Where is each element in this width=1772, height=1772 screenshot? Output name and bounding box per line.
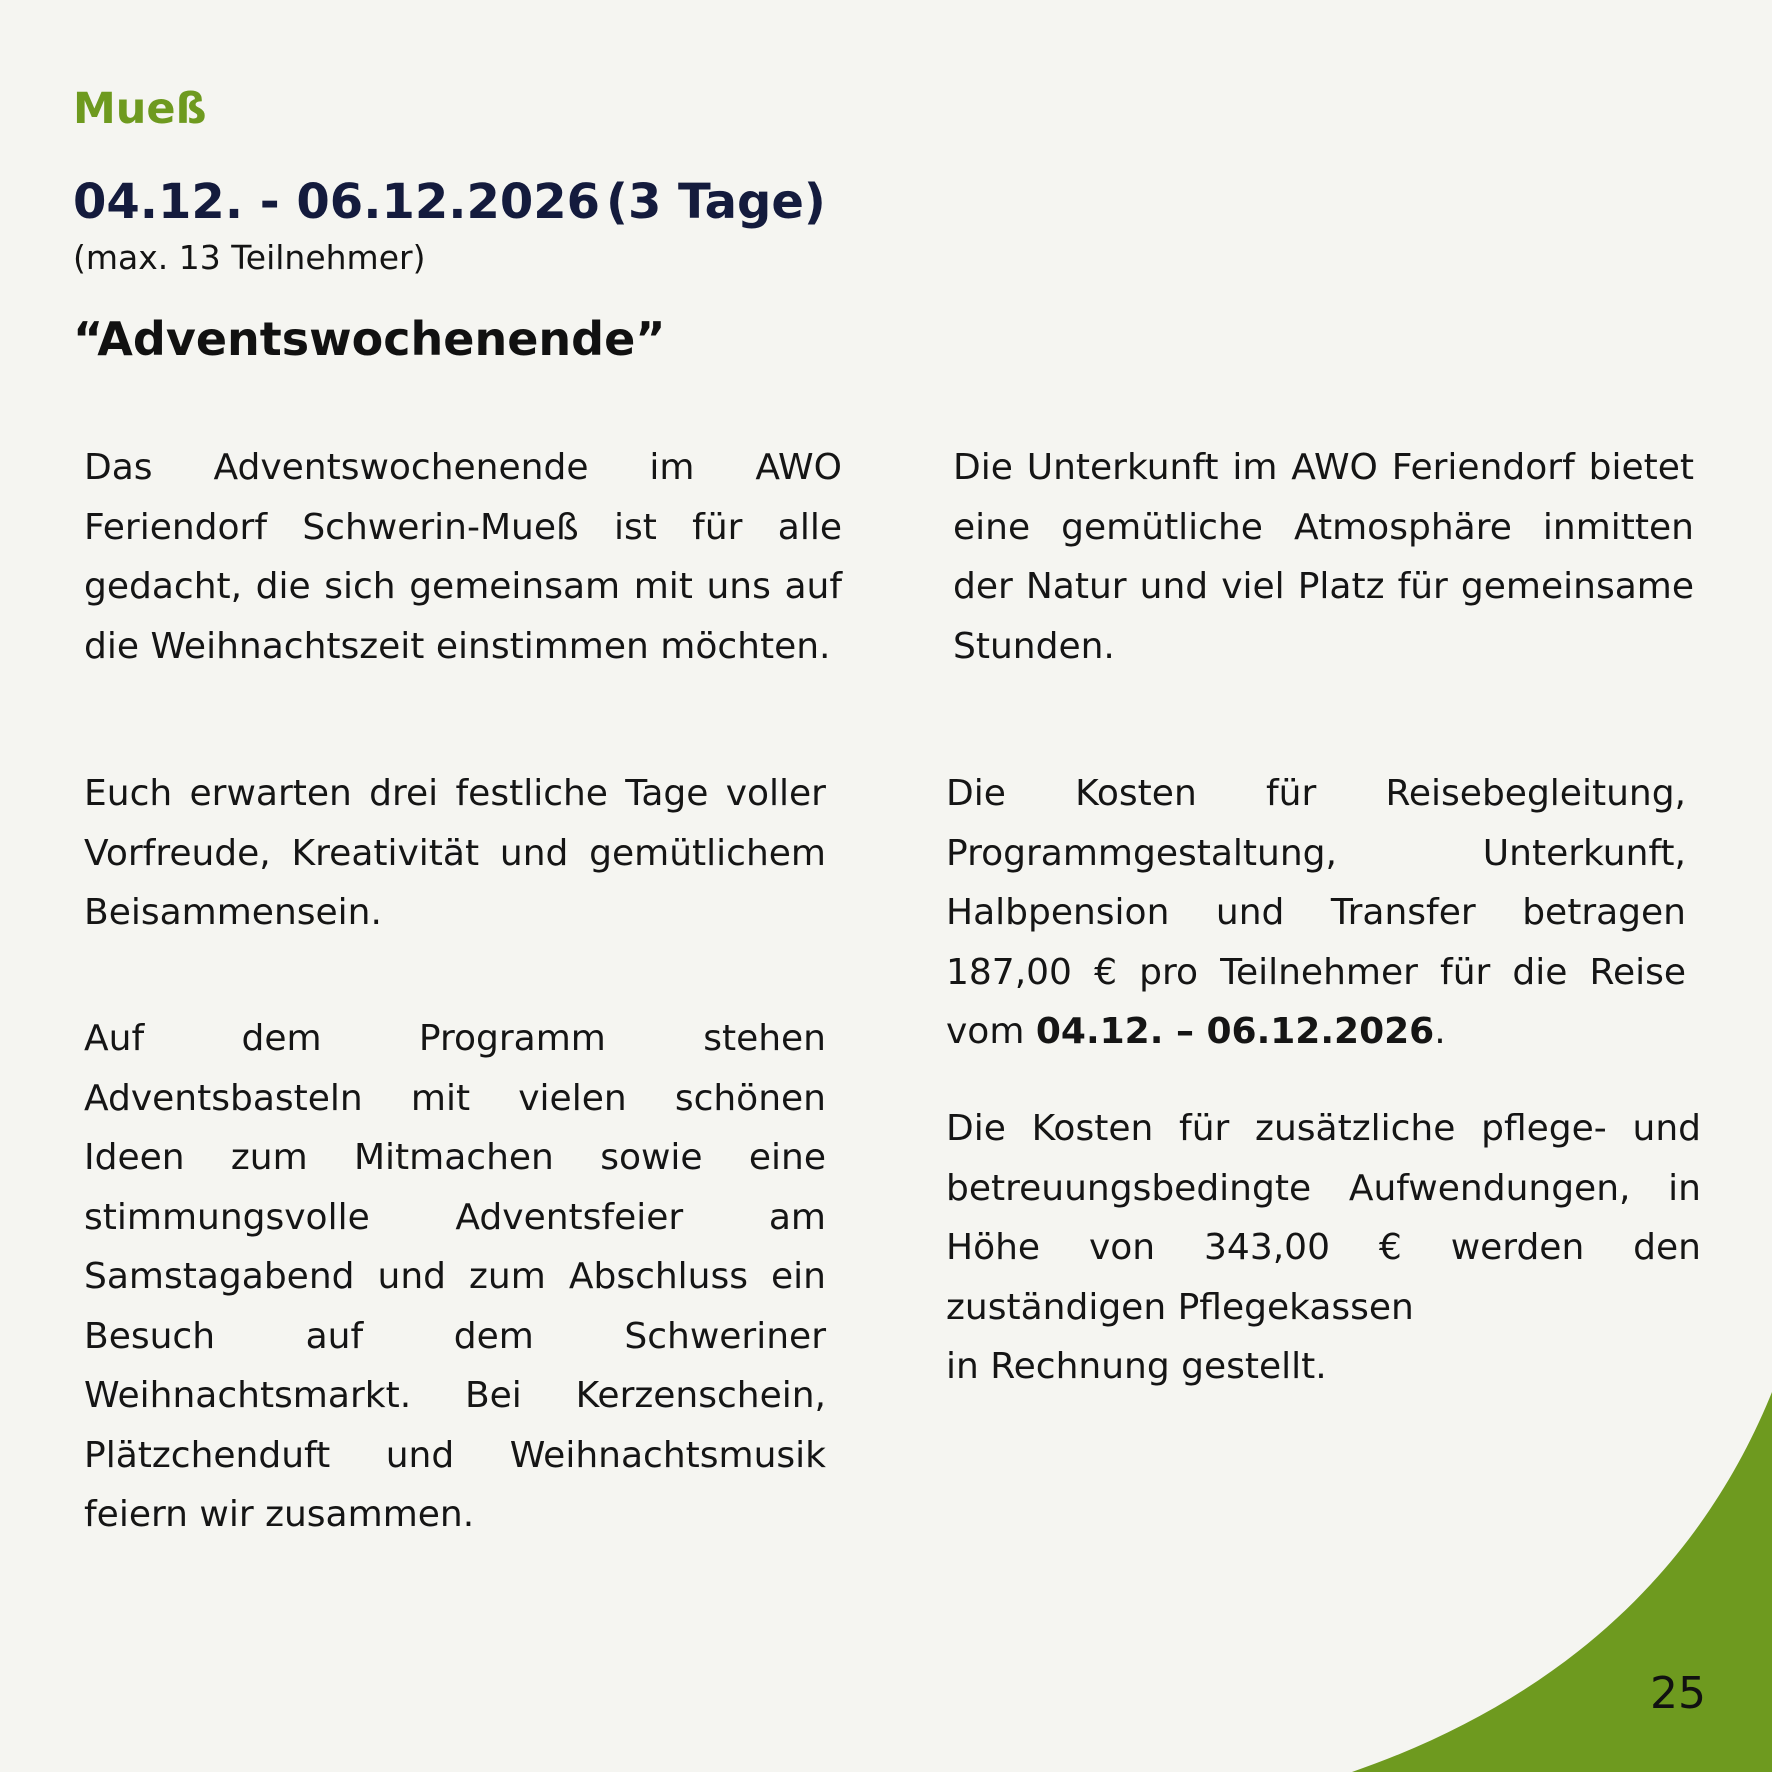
page-number: 25 — [1650, 1668, 1706, 1719]
duration: (3 Tage) — [606, 174, 826, 230]
cost-dates: 04.12. – 06.12.2026 — [1035, 1011, 1435, 1052]
care-cost-text: Die Kosten für zusätzliche pflege- und betreuungsbedingte Aufwendungen, in Höhe von 343,00 € werden den zuständigen Pflegekassen — [946, 1108, 1701, 1328]
cost-text: Die Kosten für Reisebegleitung, Programmgestaltung, Unterkunft, Halbpension und Transfer betragen 187,00 € pro Teilnehmer für die Reise vom — [946, 773, 1686, 1052]
intro-paragraph: Das Adventswochenende im AWO Feriendorf Schwerin-Mueß ist für alle gedacht, die sich gemeinsam mit uns auf die Weihnachtszeit einstimmen möchten. — [84, 447, 842, 667]
date-range: 04.12. - 06.12.2026 — [73, 174, 601, 230]
participant-limit: (max. 13 Teilnehmer) — [73, 238, 426, 277]
cost-period: . — [1434, 1011, 1446, 1052]
program-paragraph: Auf dem Programm stehen Adventsbasteln mit vielen schönen Ideen zum Mitmachen sowie eine stimmungsvolle Adventsfeier am Samstagabend und zum Abschluss ein Besuch auf dem Schweriner Weihnachtsmarkt. Bei Kerzenschein, Plätzchenduft und Weihnachtsmusik feiern wir zusammen. — [84, 1018, 826, 1535]
location-heading: Mueß — [73, 84, 207, 134]
event-title: “Adventswochenende” — [73, 312, 666, 366]
care-cost-text-end: in Rechnung gestellt. — [946, 1346, 1327, 1387]
expectations-paragraph: Euch erwarten drei festliche Tage voller Vorfreude, Kreativität und gemütlichem Beisammensein. — [84, 773, 826, 933]
accommodation-paragraph: Die Unterkunft im AWO Feriendorf bietet eine gemütliche Atmosphäre inmitten der Natur und viel Platz für gemeinsame Stunden. — [953, 447, 1694, 667]
care-cost-paragraph — [946, 1099, 1701, 1397]
cost-paragraph — [946, 764, 1686, 1062]
